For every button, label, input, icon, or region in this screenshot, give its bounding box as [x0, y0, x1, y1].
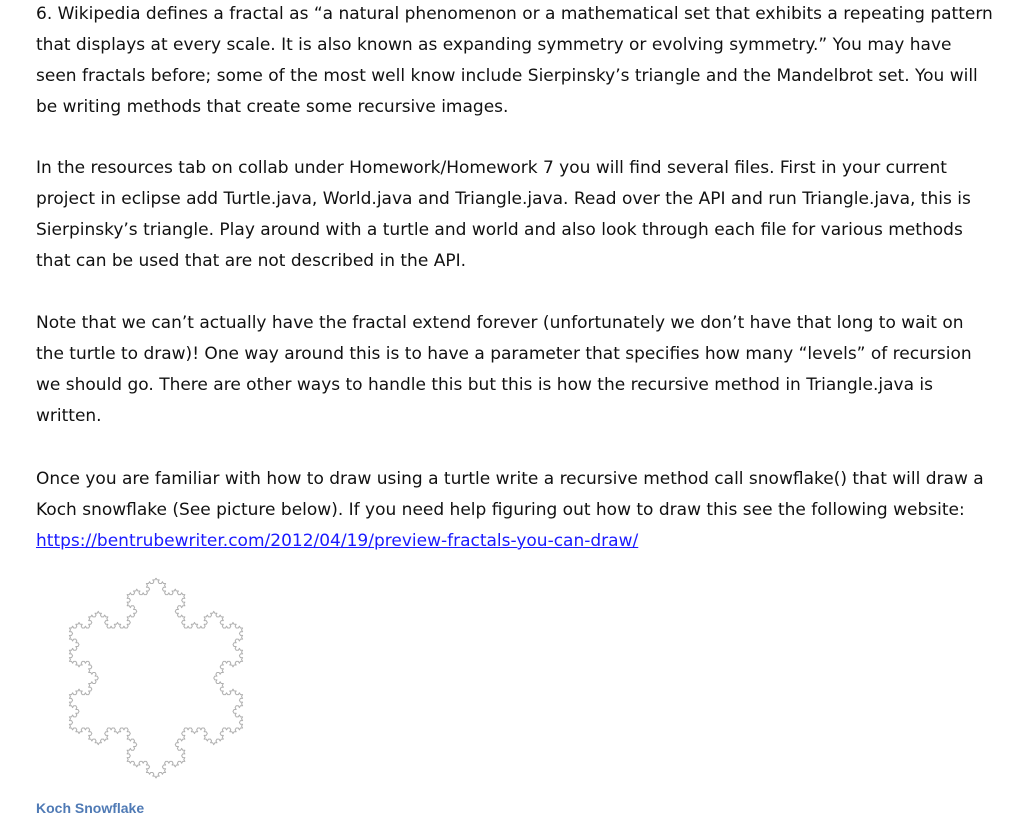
koch-snowflake-figure — [46, 560, 266, 790]
koch-snowflake-outline — [69, 578, 242, 778]
figure-caption: Koch Snowflake — [36, 800, 145, 816]
paragraph-resources-instructions: In the resources tab on collab under Homework/Homework 7 you will find several files. First in your current project in eclipse add Turtle.java, World.java and Triangle.java. Read over the API and run Triangle.java, this is Sierpinsky’s triangle. Play around with a turtle and world and also look through each file for various methods that can be used that are not described in the API. — [36, 158, 971, 271]
paragraph-recursion-levels: Note that we can’t actually have the fractal extend forever (unfortunately we don’t have that long to wait on the turtle to draw)! One way around this is to have a parameter that specifies how many “levels” of recursion we should go. There are other ways to handle this but this is how the recursive method in Triangle.java is written. — [36, 313, 972, 426]
paragraph-wikipedia-definition: 6. Wikipedia defines a fractal as “a natural phenomenon or a mathematical set that exhibits a repeating pattern that displays at every scale. It is also known as expanding symmetry or evolving symmetry.” You may have seen fractals before; some of the most well know include Sierpinsky’s triangle and the Mandelbrot set. You will be writing methods that create some recursive images. — [36, 4, 993, 117]
snowflake-task-text: Once you are familiar with how to draw using a turtle write a recursive method call snowflake() that will draw a Koch snowflake (See picture below). If you need help figuring out how to draw this see the following website: — [36, 469, 984, 520]
reference-website-link[interactable]: https://bentrubewriter.com/2012/04/19/preview-fractals-you-can-draw/ — [36, 531, 639, 551]
paragraph-snowflake-task — [36, 464, 996, 557]
koch-snowflake-image — [46, 560, 266, 790]
